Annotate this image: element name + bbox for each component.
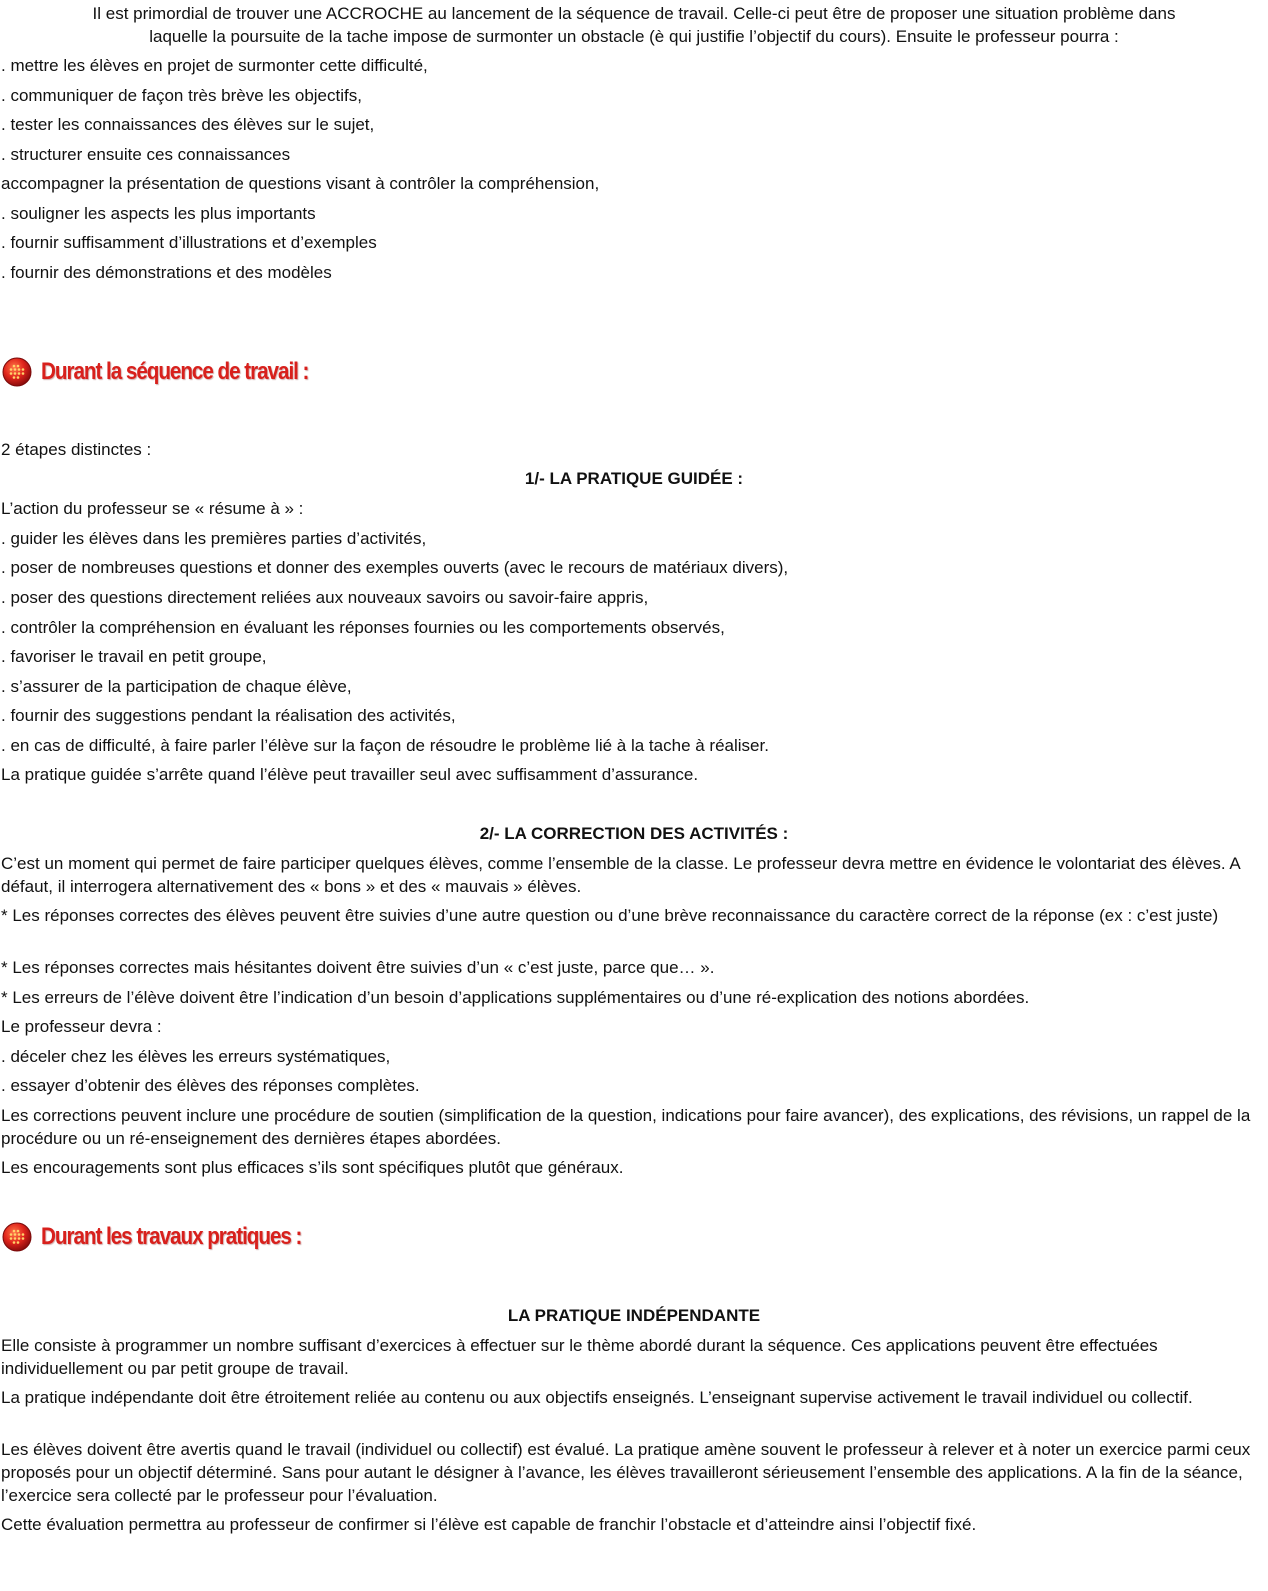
guided-item: . s’assurer de la participation de chaque élève, [1,677,352,696]
correction-heading: 2/- LA CORRECTION DES ACTIVITÉS : [479,824,789,843]
guided-item: . en cas de difficulté, à faire parler l’élève sur la façon de résoudre le problème lié à la tache à réaliser. [1,736,769,755]
guided-practice-heading: 1/- LA PRATIQUE GUIDÉE : [524,469,744,488]
section-title: Durant la séquence de travail : [41,358,309,385]
guided-closing: La pratique guidée s’arrête quand l’élève peut travailler seul avec suffisamment d’assurance. [1,765,699,784]
correction-item: . essayer d’obtenir des élèves des réponses complètes. [1,1076,420,1095]
independent-paragraph: La pratique indépendante doit être étroitement reliée au contenu ou aux objectifs enseignés. L’enseignant supervise activement le travail individuel ou collectif. [1,1388,1193,1407]
intro-item: . fournir des démonstrations et des modèles [1,263,332,282]
guided-item: . fournir des suggestions pendant la réalisation des activités, [1,706,456,725]
guided-item: . contrôler la compréhension en évaluant les réponses fournies ou les comportements observés, [1,618,725,637]
independent-paragraph: Cette évaluation permettra au professeur de confirmer si l’élève est capable de franchir l’obstacle et d’atteindre ainsi l’objectif fixé. [1,1515,977,1534]
independent-paragraph: Les élèves doivent être avertis quand le travail (individuel ou collectif) est évalué. La pratique amène souvent le professeur à relever et à noter un exercice parmi ceux proposés pour un objectif déterminé. Sans pour autant le désigner à l’avance, les élèves travailleront sérieusement l’ensemble des applications. A la fin de la séance, l’exercice sera collecté par le professeur pour l’évaluation. [1,1440,1251,1505]
correction-paragraph: Les encouragements sont plus efficaces s’ils sont spécifiques plutôt que généraux. [1,1158,624,1177]
guided-item: . poser de nombreuses questions et donner des exemples ouverts (avec le recours de matériaux divers), [1,558,789,577]
correction-star-item: * Les erreurs de l’élève doivent être l’indication d’un besoin d’applications supplémentaires ou d’une ré-explication des notions abordées. [1,988,1030,1007]
section-heading-practical-work [2,1219,344,1255]
independent-practice-heading: LA PRATIQUE INDÉPENDANTE [507,1306,761,1325]
correction-paragraph: C’est un moment qui permet de faire participer quelques élèves, comme l’ensemble de la classe. Le professeur devra mettre en évidence le volontariat des élèves. A défaut, il interrogera alternativement des « bons » et des « mauvais » élèves. [1,854,1240,896]
section-heading-sequence [2,354,352,390]
guided-lead: L’action du professeur se « résume à » : [1,499,304,518]
correction-lead: Le professeur devra : [1,1017,162,1036]
intro-item: . fournir suffisamment d’illustrations et d’exemples [1,233,377,252]
round-red-bullet-icon [2,1222,32,1252]
section-intro: 2 étapes distinctes : [1,440,152,459]
intro-item: accompagner la présentation de questions visant à contrôler la compréhension, [1,174,600,193]
intro-line-2: laquelle la poursuite de la tache impose de surmonter un obstacle (è qui justifie l’objectif du cours). Ensuite le professeur pourra : [149,27,1119,46]
intro-item: . tester les connaissances des élèves sur le sujet, [1,115,375,134]
intro-item: . souligner les aspects les plus importants [1,204,316,223]
intro-line-1: Il est primordial de trouver une ACCROCHE au lancement de la séquence de travail. Celle-ci peut être de proposer une situation problème dans [92,4,1176,23]
intro-item: . communiquer de façon très brève les objectifs, [1,86,362,105]
independent-paragraph: Elle consiste à programmer un nombre suffisant d’exercices à effectuer sur le thème abordé durant la séquence. Ces applications peuvent être effectuées individuellement ou par petit groupe de travail. [1,1336,1158,1378]
intro-item: . mettre les élèves en projet de surmonter cette difficulté, [1,56,428,75]
intro-item: . structurer ensuite ces connaissances [1,145,291,164]
round-red-bullet-icon [2,357,32,387]
guided-item: . poser des questions directement reliées aux nouveaux savoirs ou savoir-faire appris, [1,588,649,607]
guided-item: . guider les élèves dans les premières parties d’activités, [1,529,427,548]
correction-item: . déceler chez les élèves les erreurs systématiques, [1,1047,391,1066]
section-title: Durant les travaux pratiques : [41,1223,302,1250]
guided-item: . favoriser le travail en petit groupe, [1,647,267,666]
correction-paragraph: Les corrections peuvent inclure une procédure de soutien (simplification de la question, indications pour faire avancer), des explications, des révisions, un rappel de la procédure ou un ré-enseignement des dernières étapes abordées. [1,1106,1251,1148]
correction-star-item: * Les réponses correctes des élèves peuvent être suivies d’une autre question ou d’une brève reconnaissance du caractère correct de la réponse (ex : c’est juste) [1,906,1219,925]
correction-star-item: * Les réponses correctes mais hésitantes doivent être suivies d’un « c’est juste, parce que… ». [1,958,715,977]
